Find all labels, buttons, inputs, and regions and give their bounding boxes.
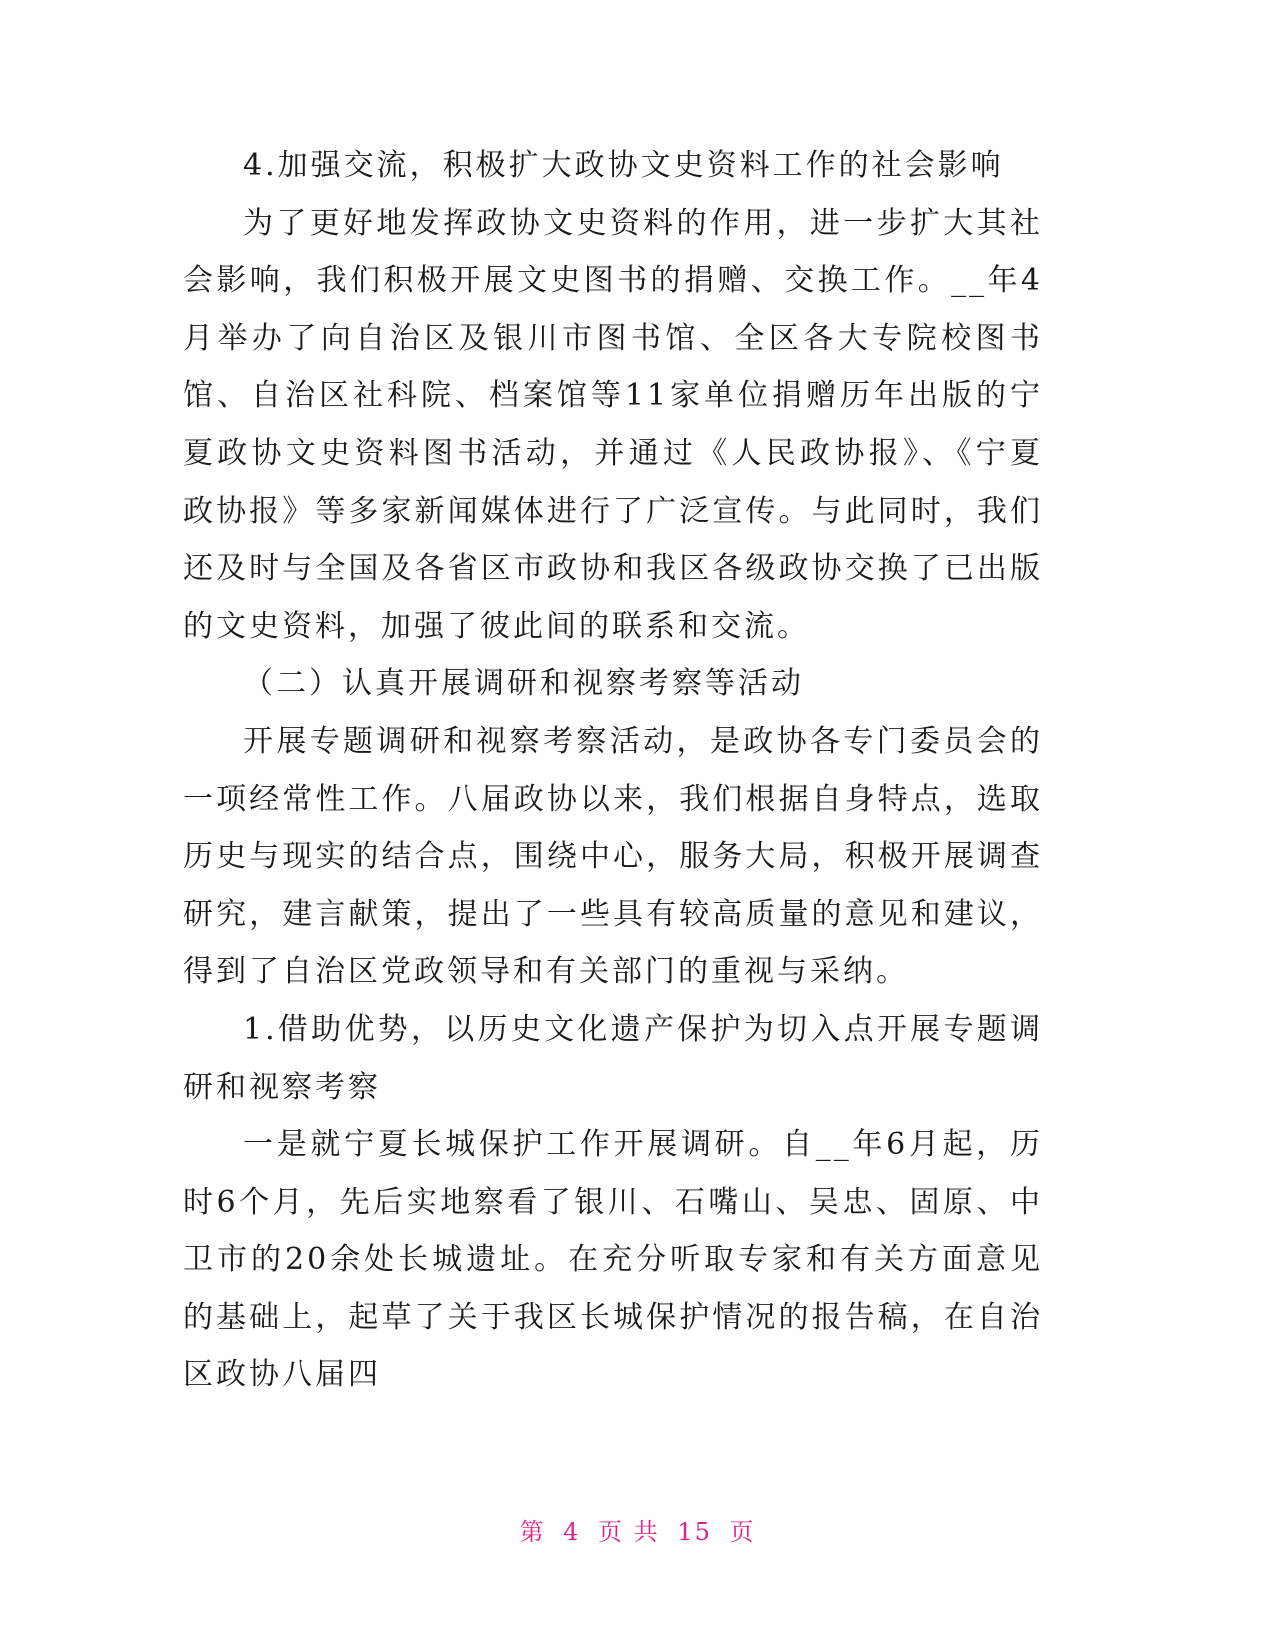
heading-strengthen-exchange: 4.加强交流，积极扩大政协文史资料工作的社会影响 [243, 148, 1004, 183]
document-body [183, 137, 1043, 1404]
heading-research-activities: （二）认真开展调研和视察考察等活动 [243, 666, 804, 702]
footer-middle: 页 共 [598, 1518, 660, 1546]
page-footer [0, 1512, 1275, 1547]
paragraph-donation-exchange: 为了更好地发挥政协文史资料的作用，进一步扩大其社会影响，我们积极开展文史图书的捐赠、交换工作。__年4月举办了向自治区及银川市图书馆、全区各大专院校图书馆、自治区社科院、档案馆等11家单位捐赠历年出版的宁夏政协文史资料图书活动，并通过《人民政协报》、《宁夏政协报》等多家新闻媒体进行了广泛宣传。与此同时，我们还及时与全国及各省区市政协和我区各级政协交换了已出版的文史资料，加强了彼此间的联系和交流。 [183, 205, 1043, 644]
paragraph-great-wall: 一是就宁夏长城保护工作开展调研。自__年6月起，历时6个月，先后实地察看了银川、石嘴山、吴忠、固原、中卫市的20余处长城遗址。在充分听取专家和有关方面意见的基础上，起草了关于我区长城保护情况的报告稿，在自治区政协八届四 [183, 1127, 1043, 1393]
footer-page-number: 4 [563, 1518, 581, 1546]
footer-prefix: 第 [519, 1518, 546, 1546]
footer-suffix: 页 [729, 1518, 756, 1546]
heading-heritage-protection: 1.借助优势，以历史文化遗产保护为切入点开展专题调研和视察考察 [183, 1011, 1043, 1105]
footer-total-pages: 15 [677, 1518, 712, 1546]
paragraph-research-intro: 开展专题调研和视察考察活动，是政协各专门委员会的一项经常性工作。八届政协以来，我们根据自身特点，选取历史与现实的结合点，围绕中心，服务大局，积极开展调查研究，建言献策，提出了一些具有较高质量的意见和建议，得到了自治区党政领导和有关部门的重视与采纳。 [183, 723, 1043, 990]
